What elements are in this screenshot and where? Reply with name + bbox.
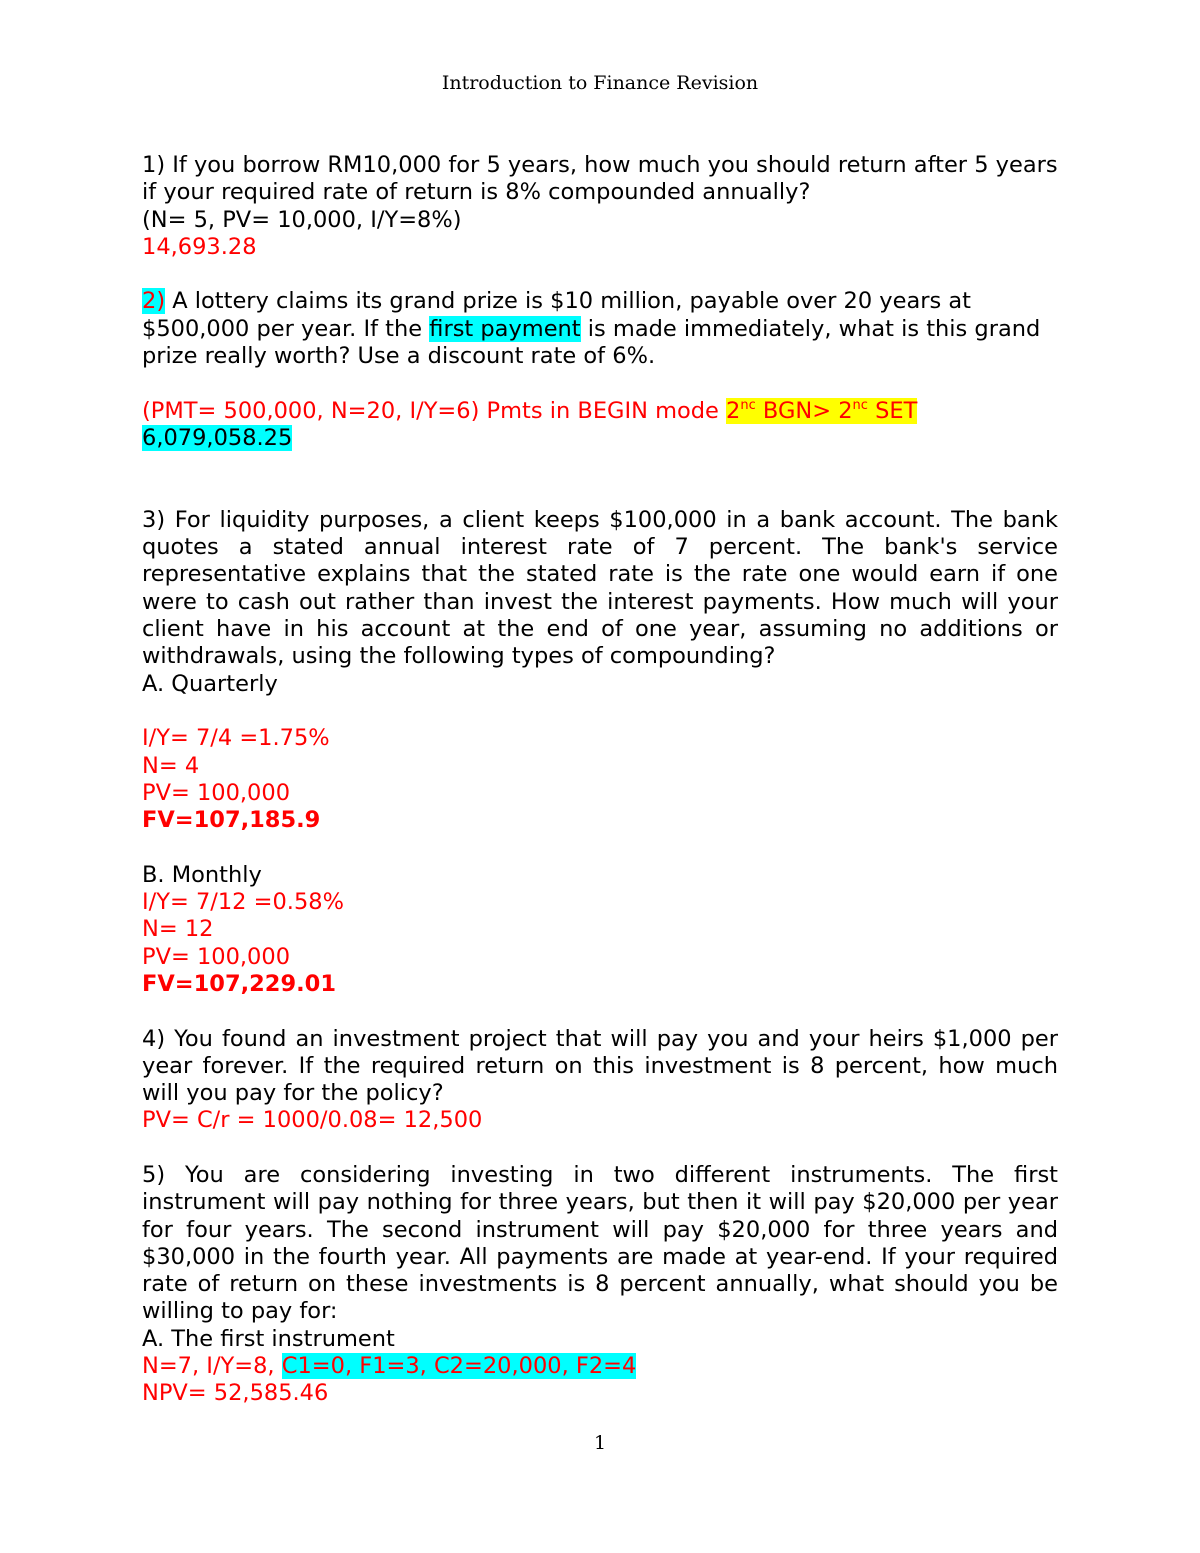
q2-key-sup: nc — [852, 397, 868, 413]
q3-a-line: N= 4 — [142, 752, 200, 779]
spacer — [142, 452, 1058, 507]
q2-text-after: is made immediately, what is this grand prize really worth? Use a discount rate of 6%. — [142, 315, 1041, 370]
q4-question: 4) You found an investment project that will pay you and your heirs $1,000 per year forever. If the required return on this investment is 8 percent, how much will you pay for the policy? — [142, 1025, 1058, 1107]
q3-a-label: A. Quarterly — [142, 670, 278, 697]
q5-a-answer: NPV= 52,585.46 — [142, 1380, 329, 1407]
spacer — [142, 1135, 1058, 1162]
q5-question: 5) You are considering investing in two different instruments. The first instrument will pay nothing for three years, but then it will pay $20,000 per year for four years. The second instrument will pay $20,000 for three years and $30,000 in the fourth year. All payments are made at year-end. If your required rate of return on these investments is 8 percent annually, what should you be willing to pay for: — [142, 1161, 1058, 1325]
q5-a-inputs — [142, 1353, 1058, 1380]
spacer — [142, 998, 1058, 1025]
spacer — [142, 834, 1058, 861]
q2-text-before: A lottery claims its grand prize is $10 million, payable over 20 years at $500,000 per year. If the — [142, 288, 971, 342]
q2-key-bgn: BGN> 2 — [755, 397, 853, 424]
q5-a-cashflows: C1=0, F1=3, C2=20,000, F2=4 — [281, 1353, 637, 1380]
document-body — [142, 152, 1058, 1408]
q3-a-line: PV= 100,000 — [142, 779, 291, 806]
q5-a-label: A. The first instrument — [142, 1325, 395, 1352]
spacer — [142, 261, 1058, 288]
q2-key-2nd: 2 — [726, 397, 741, 424]
q3-b-line: I/Y= 7/12 =0.58% — [142, 889, 344, 916]
q2-question — [142, 288, 1058, 370]
q3-question: 3) For liquidity purposes, a client keeps $100,000 in a bank account. The bank quotes a stated annual interest rate of 7 percent. The bank's service representative explains that the stated rate is the rate one would earn if one were to cash out rather than invest the interest payments. How much will your client have in his account at the end of one year, assuming no additions or withdrawals, using the following types of compounding? — [142, 506, 1058, 670]
q2-key-set: SET — [867, 397, 918, 424]
q3-b-answer: FV=107,229.01 — [142, 970, 336, 997]
page-number: 1 — [593, 1432, 607, 1454]
q2-highlight: first payment — [429, 315, 581, 342]
spacer — [142, 370, 1058, 397]
q1-question: 1) If you borrow RM10,000 for 5 years, how much you should return after 5 years if your required rate of return is 8% compounded annually? — [142, 152, 1058, 206]
q4-answer: PV= C/r = 1000/0.08= 12,500 — [142, 1107, 483, 1134]
q1-inputs: (N= 5, PV= 10,000, I/Y=8%) — [142, 206, 462, 233]
page-header: Introduction to Finance Revision — [441, 72, 759, 94]
q2-number: 2) — [142, 288, 166, 315]
q2-answer-value: 6,079,058.25 — [142, 424, 293, 451]
q2-solution — [142, 398, 1058, 425]
q2-answer — [142, 425, 1058, 452]
q2-solution-text: (PMT= 500,000, N=20, I/Y=6) Pmts in BEGIN mode — [142, 397, 727, 424]
q3-a-line: I/Y= 7/4 =1.75% — [142, 725, 330, 752]
spacer — [142, 698, 1058, 725]
q5-a-inputs-text: N=7, I/Y=8, — [142, 1353, 282, 1380]
q3-a-answer: FV=107,185.9 — [142, 807, 321, 834]
q2-key-sup: nc — [740, 397, 756, 413]
q2-calculator-keys — [726, 398, 917, 424]
q3-b-line: N= 12 — [142, 916, 214, 943]
q1-answer: 14,693.28 — [142, 233, 257, 260]
q3-b-line: PV= 100,000 — [142, 943, 291, 970]
q3-b-label: B. Monthly — [142, 861, 262, 888]
